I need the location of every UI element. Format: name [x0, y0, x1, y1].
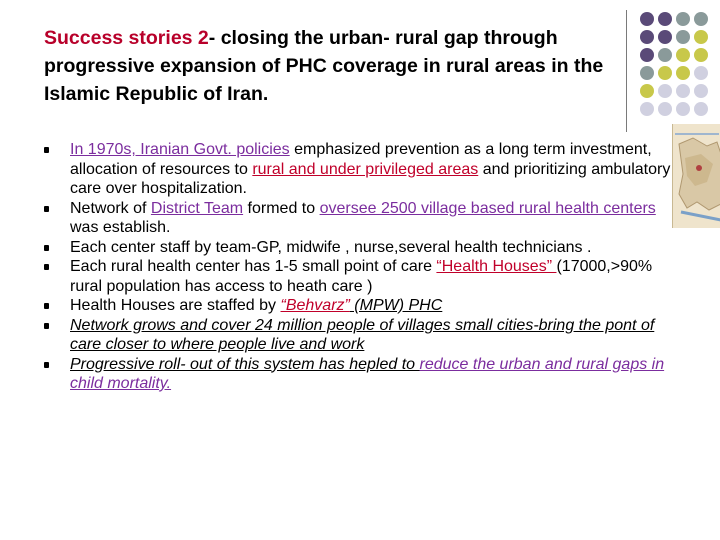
bullet-text: and prioritizing ambulatory care over hospitalization. — [70, 160, 671, 197]
decorative-dot — [676, 48, 690, 62]
bullet-text: (17000,>90% rural population has access to heath care ) — [70, 258, 653, 295]
decorative-dot — [694, 48, 708, 62]
bullet-icon — [44, 323, 49, 329]
bullet-text: formed to — [243, 199, 320, 217]
bullet-text: Network grows and cover 24 million people of villages small cities-bring the pont of care closer to where people live and work — [70, 316, 655, 353]
bullet-text: was establish. — [70, 219, 171, 236]
decorative-dot — [640, 30, 654, 44]
decorative-dot — [694, 30, 708, 44]
decorative-dot — [640, 84, 654, 98]
decorative-dot — [640, 66, 654, 80]
link-district-team[interactable]: District Team — [150, 199, 244, 217]
bullet-text: Network of — [70, 199, 151, 217]
decorative-dot — [676, 84, 690, 98]
bullet-icon — [44, 362, 49, 368]
decorative-dot — [658, 30, 672, 44]
link-reduce-gaps[interactable]: reduce the urban and rural gaps in child mortality. — [70, 355, 665, 392]
decorative-dot — [676, 30, 690, 44]
bullet-item — [44, 355, 684, 394]
link-health-centers[interactable]: oversee 2500 village based rural health centers — [319, 199, 656, 217]
link-govt-policies[interactable]: In 1970s, Iranian Govt. policies — [70, 141, 290, 158]
link-health-houses[interactable]: “Health Houses” — [436, 258, 557, 275]
bullet-icon — [44, 206, 49, 212]
bullet-text: (MPW) PHC — [349, 297, 443, 314]
decorative-dot — [658, 66, 672, 80]
decorative-dot — [658, 12, 672, 26]
decorative-dot — [676, 12, 690, 26]
decorative-dot — [694, 66, 708, 80]
slide-title — [44, 24, 624, 108]
decorative-dot — [694, 84, 708, 98]
title-rest: - closing the urban- rural gap through progressive expansion of PHC coverage in rural areas in the Islamic Republic of Iran. — [44, 27, 604, 105]
bullet-list — [44, 140, 684, 394]
bullet-icon — [44, 245, 49, 251]
decorative-dot — [640, 12, 654, 26]
decorative-dot — [658, 48, 672, 62]
decorative-dot — [694, 102, 708, 116]
bullet-text: emphasized prevention as a long term investment, allocation of resources to — [70, 141, 652, 178]
decorative-divider — [626, 10, 627, 132]
title-accent: Success stories 2 — [44, 27, 209, 49]
bullet-item — [44, 257, 684, 296]
decorative-dot — [676, 102, 690, 116]
bullet-icon — [44, 303, 49, 309]
bullet-icon — [44, 147, 49, 153]
bullet-item — [44, 238, 684, 258]
link-behvarz[interactable]: “Behvarz” — [280, 297, 350, 314]
bullet-item — [44, 199, 684, 238]
bullet-text: Health Houses are staffed by — [70, 297, 281, 314]
bullet-item — [44, 316, 684, 355]
decorative-dot-grid — [640, 12, 708, 116]
bullet-text: Progressive roll- out of this system has hepled to — [70, 355, 420, 373]
bullet-text: Each rural health center has 1-5 small point of care — [70, 258, 437, 275]
decorative-dot — [658, 102, 672, 116]
decorative-dot — [676, 66, 690, 80]
bullet-text: Each center staff by team-GP, midwife , nurse,several health technicians . — [70, 238, 592, 256]
bullet-item — [44, 140, 684, 199]
bullet-icon — [44, 264, 49, 270]
bullet-item — [44, 296, 684, 316]
decorative-dot — [694, 12, 708, 26]
decorative-dot — [640, 48, 654, 62]
decorative-dot — [658, 84, 672, 98]
link-rural-areas[interactable]: rural and under privileged areas — [252, 160, 479, 178]
decorative-dot — [640, 102, 654, 116]
